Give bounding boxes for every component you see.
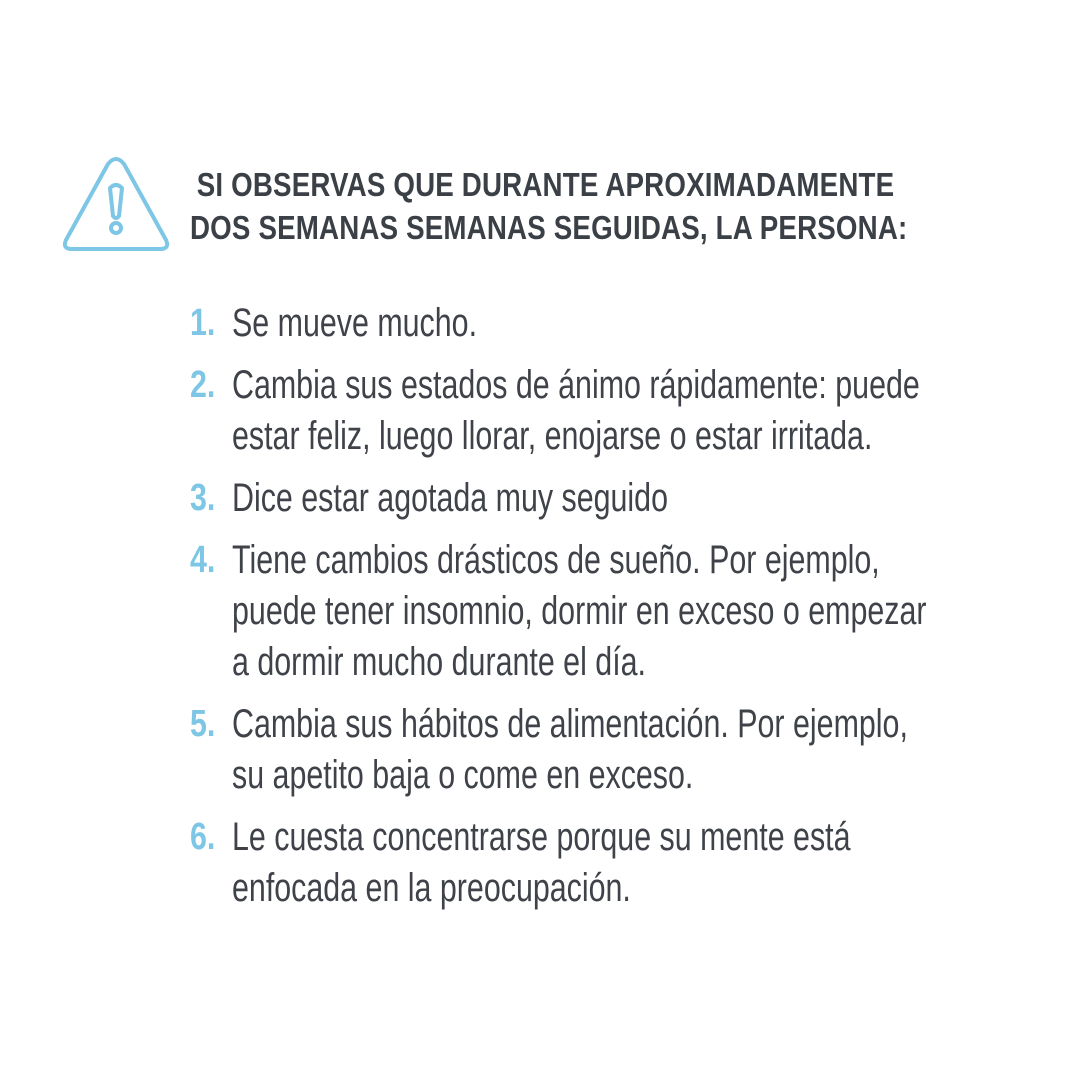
item-text-line: puede tener insomnio, dormir en exceso o empezar (232, 589, 927, 633)
item-text-line: su apetito baja o come en exceso. (232, 753, 694, 797)
heading-line-2: DOS SEMANAS SEMANAS SEGUIDAS, LA PERSONA: (190, 209, 908, 246)
item-text-line: Se mueve mucho. (232, 301, 478, 345)
item-text (232, 473, 668, 524)
item-number: 1. (190, 302, 216, 344)
item-text (232, 298, 477, 349)
symptom-list (190, 298, 1070, 925)
item-text-line: Le cuesta concentrarse porque su mente está (232, 815, 851, 859)
item-text (232, 360, 920, 462)
item-text-line: Dice estar agotada muy seguido (232, 476, 668, 520)
item-text (232, 535, 927, 688)
list-item (190, 699, 1070, 801)
item-number: 6. (190, 816, 216, 858)
list-item (190, 473, 1070, 524)
item-text (232, 699, 908, 801)
item-text-line: Cambia sus hábitos de alimentación. Por ejemplo, (232, 702, 908, 746)
list-item (190, 535, 1070, 688)
page-heading (190, 163, 912, 249)
list-item (190, 812, 1070, 914)
item-text-line: enfocada en la preocupación. (232, 866, 631, 910)
heading-line-1: SI OBSERVAS QUE DURANTE APROXIMADAMENTE (196, 166, 895, 203)
item-number: 5. (190, 703, 216, 745)
item-text-line: a dormir mucho durante el día. (232, 640, 646, 684)
item-text (232, 812, 851, 914)
list-item (190, 298, 1070, 349)
item-number: 3. (190, 477, 216, 519)
item-text-line: Cambia sus estados de ánimo rápidamente: puede (232, 363, 920, 407)
item-number: 2. (190, 364, 216, 406)
list-item (190, 360, 1070, 462)
warning-triangle-icon (62, 156, 170, 252)
item-text-line: estar feliz, luego llorar, enojarse o estar irritada. (232, 414, 873, 458)
item-number: 4. (190, 539, 216, 581)
item-text-line: Tiene cambios drásticos de sueño. Por ejemplo, (232, 538, 880, 582)
